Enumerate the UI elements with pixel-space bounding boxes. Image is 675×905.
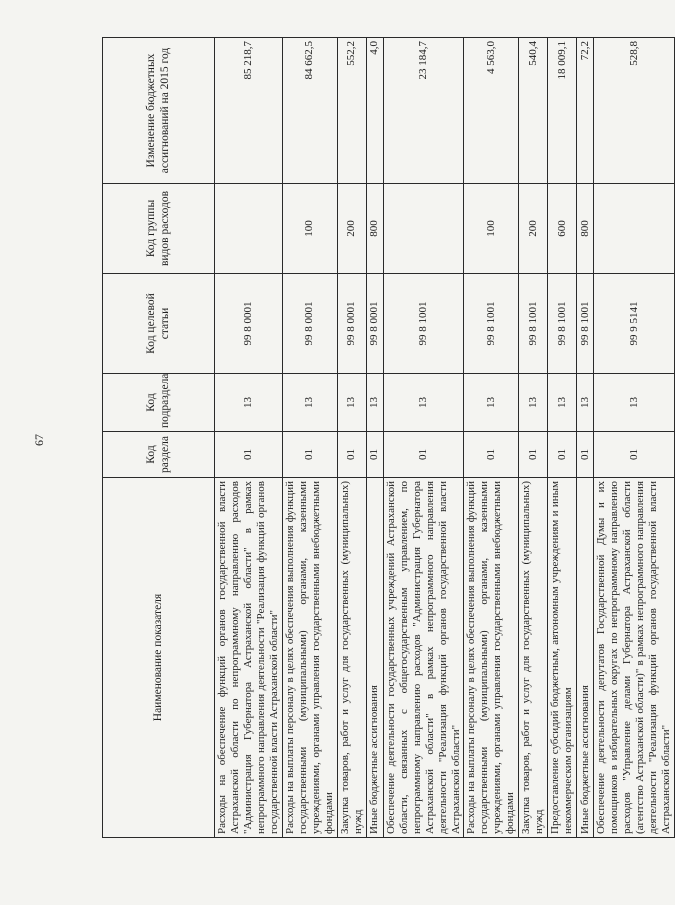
- row-group: 100: [464, 184, 519, 274]
- table-row: [366, 38, 383, 838]
- table-row: [594, 38, 675, 838]
- row-group: 600: [548, 184, 577, 274]
- row-name: Обеспечение деятельности государственных учреждений Астраханской области, связанных с общегосударственным управлением, по непрограммному направлению расходов "Администрация Губернатора Астраханской области" в рамках непрограммного направления деятельности "Реализация функций органов государственной власти Астраханской области": [383, 478, 464, 838]
- table-row: [282, 38, 337, 838]
- row-target: 99 8 1001: [577, 274, 594, 374]
- row-amount: 540,4: [519, 38, 548, 184]
- header-name: Наименование показателя: [103, 478, 215, 838]
- row-name: Расходы на выплаты персоналу в целях обеспечения выполнения функций государственными (муниципальными) органами, казенными учреждениями, органами управления государственными внебюджетными фондами: [282, 478, 337, 838]
- row-section: 01: [366, 432, 383, 478]
- row-section: 01: [383, 432, 464, 478]
- row-subsection: 13: [577, 374, 594, 432]
- row-target: 99 8 1001: [548, 274, 577, 374]
- row-group: 200: [337, 184, 366, 274]
- row-subsection: 13: [519, 374, 548, 432]
- row-target: 99 8 0001: [215, 274, 283, 374]
- row-group: 800: [577, 184, 594, 274]
- row-subsection: 13: [282, 374, 337, 432]
- row-section: 01: [594, 432, 675, 478]
- row-name: Закупка товаров, работ и услуг для государственных (муниципальных) нужд: [337, 478, 366, 838]
- row-subsection: 13: [548, 374, 577, 432]
- header-amount: Изменение бюджетных ассигнований на 2015 год: [103, 38, 215, 184]
- row-section: 01: [282, 432, 337, 478]
- row-target: 99 9 5141: [594, 274, 675, 374]
- row-subsection: 13: [594, 374, 675, 432]
- page-number: 67: [32, 434, 46, 446]
- row-amount: 528,8: [594, 38, 675, 184]
- table-header-row: [103, 38, 215, 838]
- row-group: 200: [519, 184, 548, 274]
- row-subsection: 13: [464, 374, 519, 432]
- row-name: Иные бюджетные ассигнования: [577, 478, 594, 838]
- row-amount: 84 662,5: [282, 38, 337, 184]
- row-amount: 4,0: [366, 38, 383, 184]
- budget-table: [102, 37, 675, 838]
- row-section: 01: [337, 432, 366, 478]
- row-name: Расходы на выплаты персоналу в целях обеспечения выполнения функций государственными (муниципальными) органами, казенными учреждениями, органами управления государственными внебюджетными фондами: [464, 478, 519, 838]
- row-section: 01: [548, 432, 577, 478]
- header-subsection: Код подраздела: [103, 374, 215, 432]
- table-row: [383, 38, 464, 838]
- row-target: 99 8 1001: [519, 274, 548, 374]
- rotated-table-wrapper: [102, 38, 673, 838]
- row-group: [215, 184, 283, 274]
- row-amount: 85 218,7: [215, 38, 283, 184]
- row-target: 99 8 1001: [464, 274, 519, 374]
- table-row: [464, 38, 519, 838]
- table-row: [577, 38, 594, 838]
- row-subsection: 13: [337, 374, 366, 432]
- row-group: 800: [366, 184, 383, 274]
- row-group: [594, 184, 675, 274]
- header-section: Код раздела: [103, 432, 215, 478]
- table-row: [548, 38, 577, 838]
- row-subsection: 13: [383, 374, 464, 432]
- row-target: 99 8 0001: [337, 274, 366, 374]
- row-section: 01: [215, 432, 283, 478]
- row-target: 99 8 1001: [383, 274, 464, 374]
- row-amount: 4 563,0: [464, 38, 519, 184]
- row-section: 01: [464, 432, 519, 478]
- row-target: 99 8 0001: [282, 274, 337, 374]
- row-section: 01: [519, 432, 548, 478]
- row-name: Закупка товаров, работ и услуг для государственных (муниципальных) нужд: [519, 478, 548, 838]
- header-target: Код целевой статьи: [103, 274, 215, 374]
- row-group: 100: [282, 184, 337, 274]
- row-name: Предоставление субсидий бюджетным, автономным учреждениям и иным некоммерческим организациям: [548, 478, 577, 838]
- row-target: 99 8 0001: [366, 274, 383, 374]
- row-amount: 72,2: [577, 38, 594, 184]
- row-subsection: 13: [215, 374, 283, 432]
- row-name: Расходы на обеспечение функций органов государственной власти Астраханской области по непрограммному направлению расходов "Администрация Губернатора Астраханской области" в рамках непрограммного направления деятельности "Реализация функций органов государственной власти Астраханской области": [215, 478, 283, 838]
- row-subsection: 13: [366, 374, 383, 432]
- row-amount: 18 009,1: [548, 38, 577, 184]
- table-row: [337, 38, 366, 838]
- row-group: [383, 184, 464, 274]
- row-name: Иные бюджетные ассигнования: [366, 478, 383, 838]
- row-name: Обеспечение деятельности депутатов Государственной Думы и их помощников в избирательных округах по непрограммному направлению расходов "Управление делами Губернатора Астраханской области (агентство Астраханской области)" в рамках непрограммного направления деятельности "Реализация функций органов государственной власти Астраханской области": [594, 478, 675, 838]
- header-group: Код группы видов расходов: [103, 184, 215, 274]
- table-row: [519, 38, 548, 838]
- row-amount: 552,2: [337, 38, 366, 184]
- table-row: [215, 38, 283, 838]
- row-section: 01: [577, 432, 594, 478]
- row-amount: 23 184,7: [383, 38, 464, 184]
